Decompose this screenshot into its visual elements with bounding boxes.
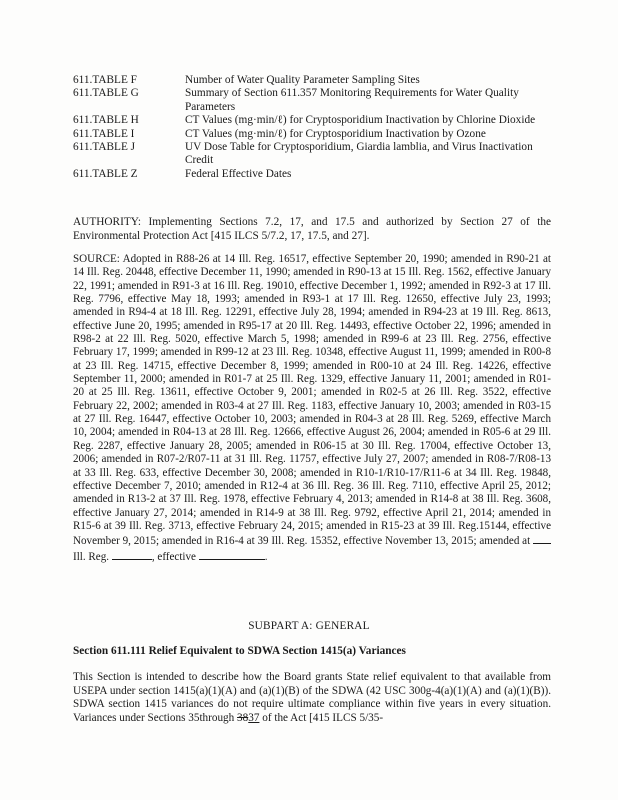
section-body-text: This Section is intended to describe how the Board grants State relief equivalent to that available from USEPA under section 1415(a)(1)(A) and (a)(1)(B) of the SDWA (42 USC 300g-4(a)(1)(A) and (a)(1)(B)). SDWA section 1415 variances do not require ultimate compliance within five years in every situation. Variances under Sections 35through bbox=[73, 671, 551, 724]
toc-row bbox=[73, 74, 553, 87]
toc-row bbox=[73, 128, 553, 141]
source-paragraph bbox=[73, 253, 551, 564]
section-body bbox=[73, 671, 551, 725]
toc-row bbox=[73, 114, 553, 127]
toc-description: Federal Effective Dates bbox=[185, 167, 292, 180]
blank-page-line bbox=[112, 549, 152, 560]
table-of-contents-list bbox=[73, 74, 553, 181]
source-tail-reg: Ill. Reg. bbox=[73, 550, 110, 563]
toc-row bbox=[73, 141, 553, 168]
toc-description: UV Dose Table for Cryptosporidium, Giardia lamblia, and Virus Inactivation Credit bbox=[185, 141, 533, 167]
subpart-heading: SUBPART A: GENERAL bbox=[248, 620, 370, 632]
toc-code: 611.TABLE J bbox=[73, 141, 136, 154]
struck-text: 38 bbox=[237, 711, 249, 724]
toc-description: Number of Water Quality Parameter Sampling Sites bbox=[185, 74, 420, 86]
section-heading: Section 611.111 Relief Equivalent to SDWA Section 1415(a) Variances bbox=[73, 645, 406, 657]
blank-date-line bbox=[199, 549, 265, 560]
toc-code: 611.TABLE I bbox=[73, 127, 135, 140]
source-tail-end: . bbox=[264, 550, 268, 563]
source-text: SOURCE: Adopted in R88-26 at 14 Ill. Reg. 16517, effective September 20, 1990; amended in R90-21 at 14 Ill. Reg. 20448, effective December 11, 1990; amended in R90-13 at 15 Ill. Reg. 1562, effective January 22, 1991; amended in R91-3 at 16 Ill. Reg. 19010, effective December 1, 1992; amended in R92-3 at 17 Ill. Reg. 7796, effective May 18, 1993; amended in R93-1 at 17 Ill. Reg. 12650, effective July 23, 1993; amended in R94-4 at 18 Ill. Reg. 12291, effective July 28, 1994; amended in R94-23 at 19 Ill. Reg. 8613, effective June 20, 1995; amended in R95-17 at 20 Ill. Reg. 14493, effective October 22, 1996; amended in R98-2 at 22 Ill. Reg. 5020, effective March 5, 1998; amended in R99-6 at 23 Ill. Reg. 2756, effective February 17, 1999; amended in R99-12 at 23 Ill. Reg. 10348, effective August 11, 1999; amended in R00-8 at 23 Ill. Reg. 14715, effective December 8, 1999; amended in R00-10 at 24 Ill. Reg. 14226, effective September 11, 2000; amended in R01-7 at 25 Ill. Reg. 1329, effective January 11, 2001; amended in R01-20 at 25 Ill. Reg. 13611, effective October 9, 2001; amended in R02-5 at 26 Ill. Reg. 3522, effective February 22, 2002; amended in R03-4 at 27 Ill. Reg. 1183, effective January 10, 2003; amended in R03-15 at 27 Ill. Reg. 16447, effective October 10, 2003; amended in R04-3 at 28 Ill. Reg. 5269, effective March 10, 2004; amended in R04-13 at 28 Ill. Reg. 12666, effective August 26, 2004; amended in R05-6 at 29 Ill. Reg. 2287, effective January 28, 2005; amended in R06-15 at 30 Ill. Reg. 17004, effective October 13, 2006; amended in R07-2/R07-11 at 31 Ill. Reg. 11757, effective July 27, 2007; amended in R08-7/R08-13 at 33 Ill. Reg. 633, effective December 30, 2008; amended in R10-1/R10-17/R11-6 at 34 Ill. Reg. 19848, effective December 7, 2010; amended in R12-4 at 36 Ill. Reg. 36 Ill. Reg. 7110, effective April 25, 2012; amended in R13-2 at 37 Ill. Reg. 1978, effective February 4, 2013; amended in R14-8 at 38 Ill. Reg. 3608, effective January 27, 2014; amended in R14-9 at 38 Ill. Reg. 9792, effective April 21, 2014; amended in R15-6 at 39 Ill. Reg. 3713, effective February 24, 2015; amended in R15-23 at 39 Ill. Reg.15144, effective November 9, 2015; amended in R16-4 at 39 Ill. Reg. 15352, effective November 13, 2015; amended at bbox=[73, 253, 551, 548]
toc-code: 611.TABLE F bbox=[73, 74, 137, 86]
source-tail-effective: , effective bbox=[151, 550, 196, 563]
toc-code: 611.TABLE H bbox=[73, 114, 139, 127]
toc-description: Summary of Section 611.357 Monitoring Requirements for Water Quality Parameters bbox=[185, 87, 519, 113]
toc-description: CT Values (mg·min/ℓ) for Cryptosporidium Inactivation by Ozone bbox=[185, 127, 486, 140]
toc-row bbox=[73, 87, 553, 114]
toc-code: 611.TABLE G bbox=[73, 87, 139, 100]
toc-description: CT Values (mg·min/ℓ) for Cryptosporidium Inactivation by Chlorine Dioxide bbox=[185, 114, 536, 127]
inserted-text: 37 bbox=[248, 711, 260, 724]
authority-paragraph: AUTHORITY: Implementing Sections 7.2, 17, and 17.5 and authorized by Section 27 of the Environmental Protection Act [415 ILCS 5/7.2, 17, 17.5, and 27]. bbox=[73, 216, 551, 242]
blank-volume-line bbox=[533, 533, 551, 544]
section-body-text-continued: of the Act [415 ILCS 5/35- bbox=[259, 711, 384, 724]
toc-code: 611.TABLE Z bbox=[73, 167, 138, 180]
toc-row bbox=[73, 168, 553, 181]
